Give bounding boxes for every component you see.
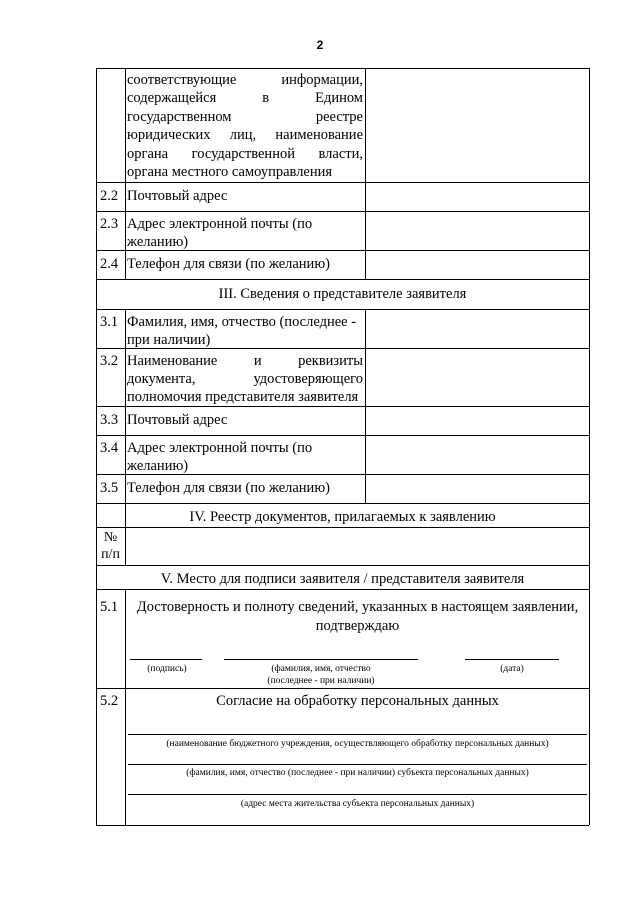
table-rule	[96, 589, 589, 590]
date-line[interactable]	[465, 659, 559, 660]
table-rule	[96, 688, 589, 689]
value-field-2-1[interactable]	[366, 69, 588, 181]
fio-caption: (фамилия, имя, отчество (последнее - при наличии)	[267, 664, 375, 686]
value-field-3-4[interactable]	[366, 436, 588, 473]
row-number: 5.2	[100, 693, 119, 709]
row-number: 3.2	[100, 353, 119, 369]
row-number: 3.3	[100, 412, 119, 428]
subject-address-caption: (адрес места жительства субъекта персональных данных)	[240, 799, 475, 809]
column-divider	[125, 309, 126, 527]
row-number: 2.2	[100, 188, 119, 204]
value-field-3-1[interactable]	[366, 310, 588, 347]
subject-fio-line[interactable]	[128, 764, 587, 765]
documents-registry-field[interactable]	[126, 528, 588, 564]
table-border-right	[589, 68, 590, 825]
column-divider	[125, 68, 126, 279]
value-field-3-5[interactable]	[366, 475, 588, 502]
value-field-2-3[interactable]	[366, 212, 588, 249]
section-heading-representative: III. Сведения о представителе заявителя	[218, 286, 467, 302]
row-label-phone: Телефон для связи (по желанию)	[127, 480, 330, 496]
subject-address-line[interactable]	[128, 794, 587, 795]
date-caption: (дата)	[500, 664, 524, 674]
column-header-number: № п/п	[101, 530, 120, 562]
row-number: 3.5	[100, 480, 119, 496]
table-border-left	[96, 68, 97, 825]
value-field-2-4[interactable]	[366, 251, 588, 278]
row-label-phone: Телефон для связи (по желанию)	[127, 256, 330, 272]
row-label-authority-document: Наименование и реквизиты документа, удостоверяющего полномочия представителя заявителя	[127, 353, 363, 405]
consent-title: Согласие на обработку персональных данных	[216, 693, 499, 709]
row-label-postal-address: Почтовый адрес	[127, 188, 228, 204]
applicant-info-continued: соответствующие информации, содержащейся в Едином государственном реестре юридических лиц, наименование органа государственной власти, органа местного самоуправления	[127, 72, 363, 181]
signature-caption: (подпись)	[147, 664, 187, 674]
table-rule	[96, 565, 589, 566]
row-number: 2.4	[100, 256, 119, 272]
table-rule	[96, 825, 589, 826]
subject-fio-caption: (фамилия, имя, отчество (последнее - при наличии) субъекта персональных данных)	[186, 768, 529, 778]
value-field-2-2[interactable]	[366, 183, 588, 210]
row-number: 5.1	[100, 599, 119, 615]
row-number: 3.1	[100, 314, 119, 330]
fio-line[interactable]	[224, 659, 418, 660]
row-label-postal-address: Почтовый адрес	[127, 412, 228, 428]
signature-line[interactable]	[130, 659, 202, 660]
institution-name-line[interactable]	[128, 734, 587, 735]
section-heading-documents-registry: IV. Реестр документов, прилагаемых к заявлению	[189, 509, 496, 525]
row-number: 2.3	[100, 216, 119, 232]
page-number: 2	[316, 38, 324, 52]
row-label-email: Адрес электронной почты (по желанию)	[127, 440, 313, 474]
value-field-3-2[interactable]	[366, 349, 588, 405]
table-rule	[96, 503, 589, 504]
institution-caption: (наименование бюджетного учреждения, осуществляющего обработку персональных данных)	[166, 739, 549, 749]
row-label-email: Адрес электронной почты (по желанию)	[127, 216, 313, 250]
section-heading-signature: V. Место для подписи заявителя / представителя заявителя	[160, 571, 525, 587]
row-number: 3.4	[100, 440, 119, 456]
value-field-3-3[interactable]	[366, 407, 588, 434]
confirmation-statement: Достоверность и полноту сведений, указанных в настоящем заявлении, подтверждаю	[136, 599, 579, 634]
table-rule	[96, 279, 589, 280]
row-label-fio: Фамилия, имя, отчество (последнее - при наличии)	[127, 314, 357, 348]
